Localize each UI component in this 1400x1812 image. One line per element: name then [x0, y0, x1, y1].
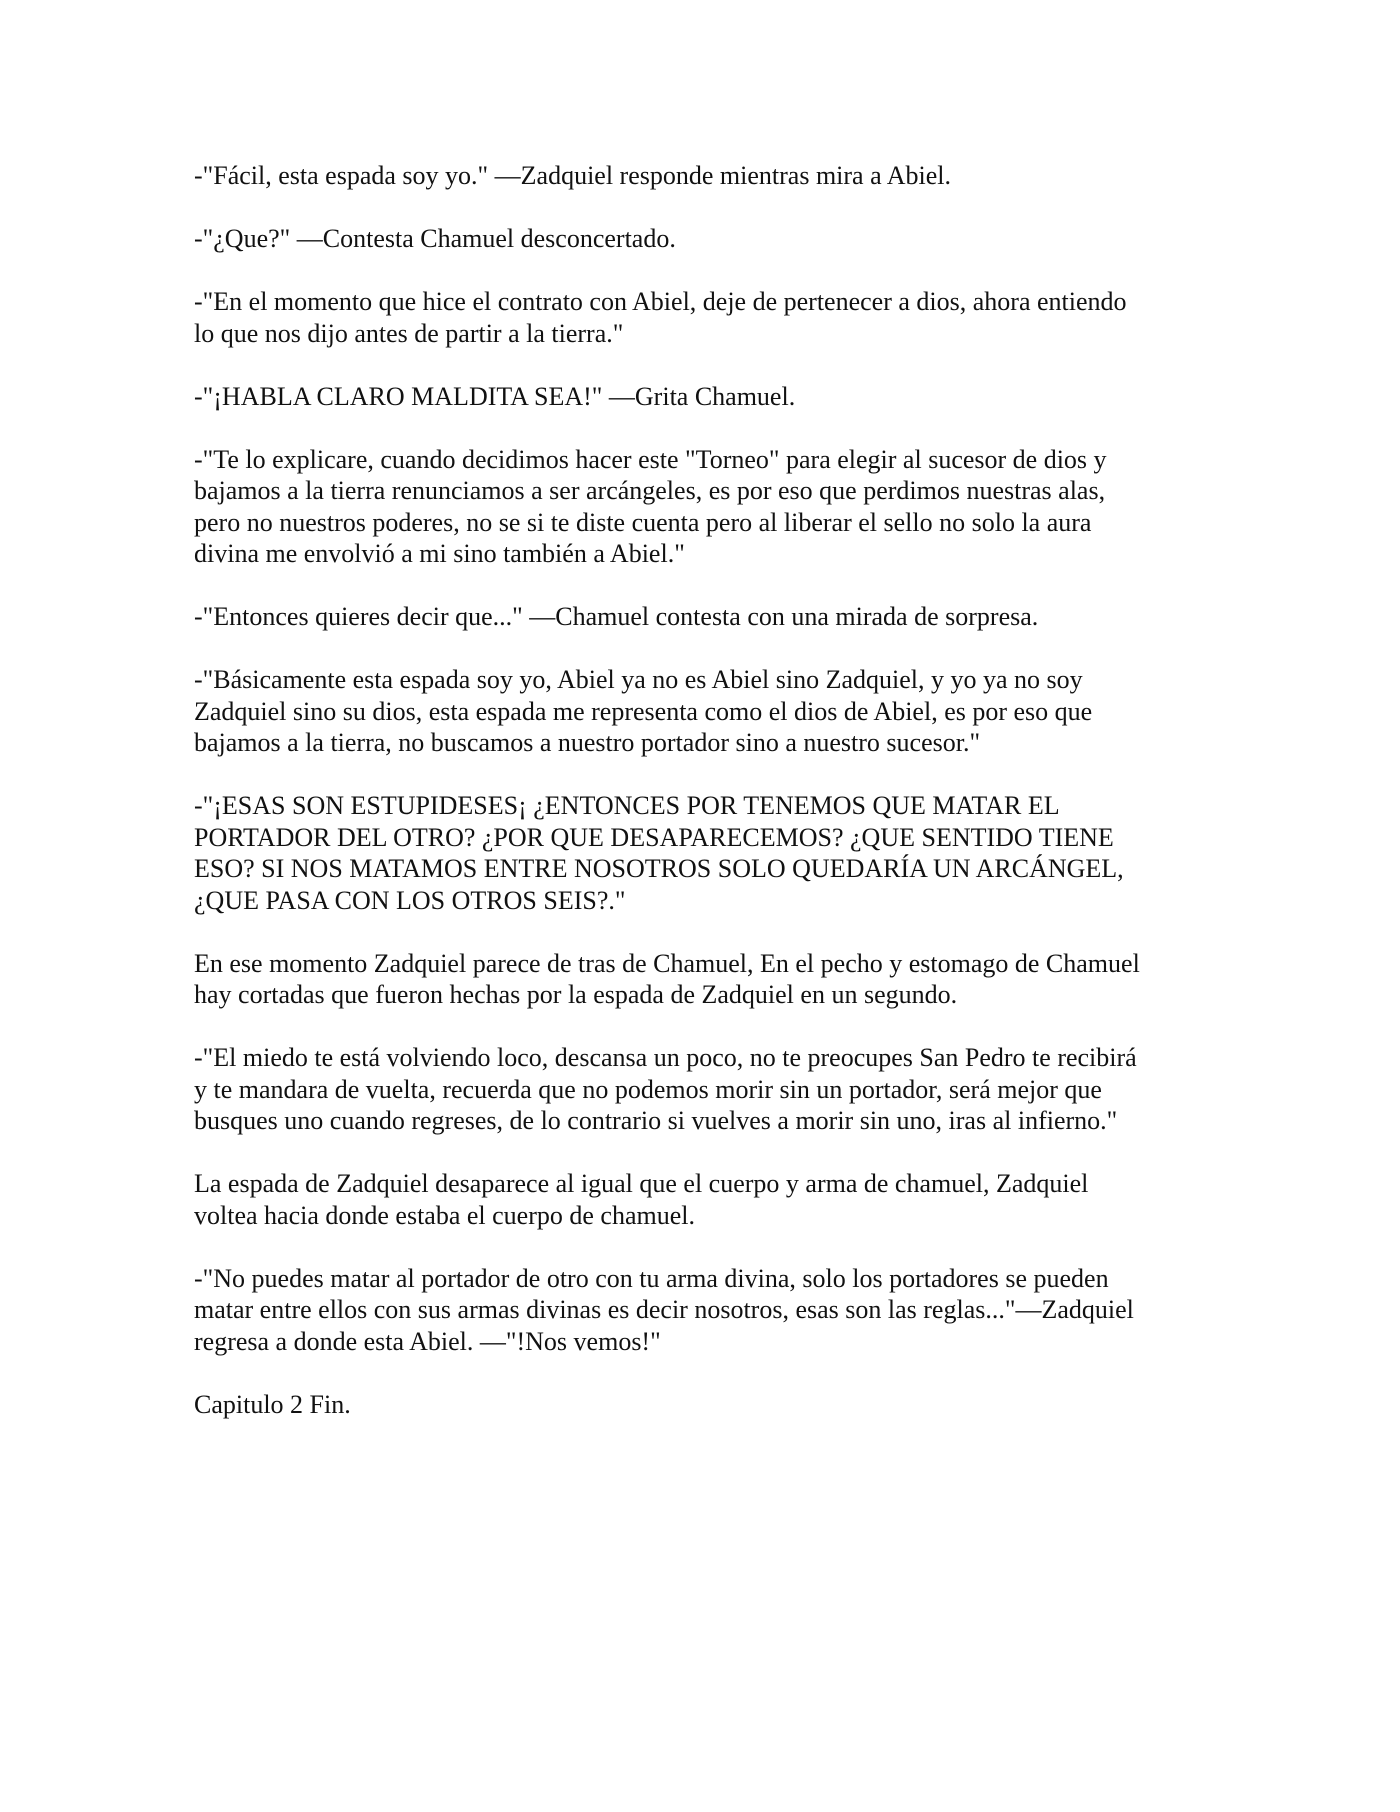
text-line: hay cortadas que fueron hechas por la espada de Zadquiel en un segundo. [194, 980, 958, 1009]
document-body [194, 160, 1224, 1452]
paragraph [194, 444, 1224, 570]
text-line: -"Te lo explicare, cuando decidimos hacer este "Torneo" para elegir al sucesor de dios y [194, 444, 1107, 474]
text-line: PORTADOR DEL OTRO? ¿POR QUE DESAPARECEMOS? ¿QUE SENTIDO TIENE [194, 822, 1114, 852]
paragraph [194, 1263, 1224, 1358]
paragraph [194, 381, 1224, 413]
text-line: voltea hacia donde estaba el cuerpo de chamuel. [194, 1200, 695, 1230]
text-line: La espada de Zadquiel desaparece al igual que el cuerpo y arma de chamuel, Zadquiel [194, 1169, 1089, 1198]
paragraph [194, 790, 1224, 916]
text-line: pero no nuestros poderes, no se si te diste cuenta pero al liberar el sello no solo la aura [194, 507, 1092, 537]
paragraph [194, 1389, 1224, 1421]
text-line: ESO? SI NOS MATAMOS ENTRE NOSOTROS SOLO QUEDARÍA UN ARCÁNGEL, [194, 854, 1124, 883]
text-line: Capitulo 2 Fin. [194, 1389, 351, 1419]
text-line: -"¿Que?" —Contesta Chamuel desconcertado. [194, 224, 676, 253]
paragraph [194, 948, 1224, 1011]
text-line: matar entre ellos con sus armas divinas es decir nosotros, esas son las reglas..."—Zadquiel [194, 1295, 1134, 1324]
text-line: -"¡ESAS SON ESTUPIDESES¡ ¿ENTONCES POR TENEMOS QUE MATAR EL [194, 791, 1060, 820]
paragraph [194, 1168, 1224, 1231]
paragraph [194, 1042, 1224, 1137]
text-line: -"Entonces quieres decir que..." —Chamuel contesta con una mirada de sorpresa. [194, 602, 1039, 631]
text-line: ¿QUE PASA CON LOS OTROS SEIS?." [194, 885, 626, 915]
text-line: lo que nos dijo antes de partir a la tierra." [194, 318, 624, 348]
text-line: busques uno cuando regreses, de lo contrario si vuelves a morir sin uno, iras al infierno." [194, 1106, 1118, 1135]
text-line: bajamos a la tierra, no buscamos a nuestro portador sino a nuestro sucesor." [194, 728, 981, 757]
paragraph [194, 601, 1224, 633]
text-line: -"¡HABLA CLARO MALDITA SEA!" —Grita Chamuel. [194, 381, 796, 411]
text-line: y te mandara de vuelta, recuerda que no podemos morir sin un portador, será mejor que [194, 1074, 1102, 1104]
text-line: En ese momento Zadquiel parece de tras de Chamuel, En el pecho y estomago de Chamuel [194, 948, 1140, 978]
text-line: -"Fácil, esta espada soy yo." —Zadquiel responde mientras mira a Abiel. [194, 161, 951, 190]
paragraph [194, 223, 1224, 255]
text-line: Zadquiel sino su dios, esta espada me representa como el dios de Abiel, es por eso que [194, 696, 1093, 726]
text-line: divina me envolvió a mi sino también a Abiel." [194, 539, 685, 568]
text-line: -"El miedo te está volviendo loco, descansa un poco, no te preocupes San Pedro te recibirá [194, 1043, 1137, 1072]
text-line: -"Básicamente esta espada soy yo, Abiel ya no es Abiel sino Zadquiel, y yo ya no soy [194, 665, 1083, 694]
text-line: -"No puedes matar al portador de otro con tu arma divina, solo los portadores se pueden [194, 1263, 1109, 1293]
paragraph [194, 160, 1224, 192]
paragraph [194, 286, 1224, 349]
text-line: -"En el momento que hice el contrato con Abiel, deje de pertenecer a dios, ahora entiendo [194, 287, 1127, 316]
text-line: bajamos a la tierra renunciamos a ser arcángeles, es por eso que perdimos nuestras alas, [194, 476, 1106, 505]
text-line: regresa a donde esta Abiel. —"!Nos vemos!" [194, 1326, 661, 1356]
paragraph [194, 664, 1224, 759]
